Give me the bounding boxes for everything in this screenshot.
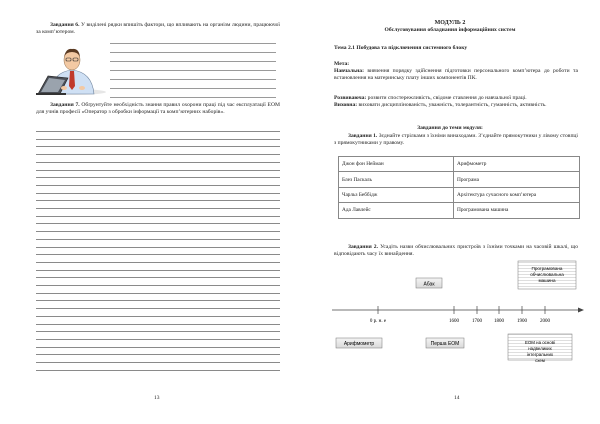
tasks-heading: Завдання до теми модуля: <box>417 125 483 131</box>
developing-label: Розвиваюча: <box>334 95 367 101</box>
answer-line[interactable] <box>36 362 280 363</box>
answer-line[interactable] <box>36 247 280 248</box>
developing-text: розвити спостережливість, свідоме ставлення до навчальної праці. <box>366 95 527 101</box>
answer-line[interactable] <box>36 185 280 186</box>
answer-line[interactable] <box>36 262 280 263</box>
inventor-cell[interactable]: Чарльз Беббідж <box>339 187 454 202</box>
answer-line[interactable] <box>36 193 280 194</box>
answer-line[interactable] <box>36 316 280 317</box>
timeline-arrow <box>578 308 584 313</box>
goal-label: Мета: <box>334 61 350 67</box>
table-row <box>339 157 580 172</box>
educational-goal <box>334 102 578 109</box>
first-computer-label: Перша ЕОМ <box>430 341 460 347</box>
answer-line[interactable] <box>36 200 280 201</box>
timeline-tick-label: 0 р. н. е <box>369 319 387 324</box>
answer-line[interactable] <box>36 170 280 171</box>
arithmometer-label: Арифмометр <box>343 341 375 347</box>
task2-label: Завдання 2. <box>348 244 378 250</box>
answer-line[interactable] <box>36 254 280 255</box>
task1-paragraph <box>334 133 578 146</box>
invention-cell[interactable]: Арифмометр <box>454 157 580 172</box>
page-number-right: 14 <box>454 395 460 401</box>
invention-cell[interactable]: Архітектура сучасного комп’ютера <box>454 187 580 202</box>
task7-paragraph <box>36 102 280 115</box>
computer-user-illustration <box>34 46 110 96</box>
task7-label: Завдання 7. <box>50 102 80 108</box>
answer-line[interactable] <box>36 231 280 232</box>
topic-heading: Тема 2.1 Побудова та підключення системного блоку <box>334 45 468 51</box>
answer-line[interactable] <box>36 293 280 294</box>
answer-line[interactable] <box>36 223 280 224</box>
timeline-tick-label: 1600 <box>449 319 459 324</box>
task1-label: Завдання 1. <box>348 133 378 139</box>
answer-line[interactable] <box>36 139 280 140</box>
invention-cell[interactable]: Програма <box>454 172 580 187</box>
invention-cell[interactable]: Програмована машина <box>454 203 580 218</box>
timeline-ticks <box>370 306 551 324</box>
timeline-tick-label: 2000 <box>540 319 550 324</box>
timeline-tick-label: 1900 <box>517 319 527 324</box>
answer-line[interactable] <box>36 131 280 132</box>
task6-label: Завдання 6. <box>50 22 80 28</box>
educational-text: виховати дисциплінованість, уважність, толерантність, гуманність, активність. <box>357 102 547 108</box>
answer-line[interactable] <box>36 177 280 178</box>
table-row <box>339 172 580 187</box>
answer-line[interactable] <box>36 277 280 278</box>
module-title: МОДУЛЬ 2 <box>434 20 466 26</box>
task7-text: Обґрунтуйте необхідність знання правил охорони праці під час експлуатації ЕОМ для учнів професії «Оператор з обробки інформації та комп’ютерних наборів». <box>36 102 280 115</box>
abacus-label: Абак <box>423 281 435 288</box>
task2-paragraph <box>334 244 578 257</box>
program-machine-label: Програмована обчислювальна машина <box>530 266 564 283</box>
answer-line[interactable] <box>36 146 280 147</box>
teaching-goal <box>334 68 578 81</box>
answer-line[interactable] <box>36 331 280 332</box>
page-number-left: 13 <box>154 395 160 401</box>
ic-computer-label: ЕОМ на основі надвеликих інтегральних схем <box>524 340 556 363</box>
inventor-cell[interactable]: Джон фон Нейман <box>339 157 454 172</box>
answer-line[interactable] <box>36 339 280 340</box>
answer-line[interactable] <box>36 239 280 240</box>
answer-line[interactable] <box>36 162 280 163</box>
answer-line[interactable] <box>36 285 280 286</box>
table-row <box>339 203 580 218</box>
timeline-tick-label: 1700 <box>472 319 482 324</box>
module-subtitle: Обслуговування обладнання інформаційних систем <box>384 27 516 33</box>
task2-text: Усадіть назви обчислювальних пристроїв з їхніми точками на часовій шкалі, що відповідають часу їх винайдення. <box>334 244 578 257</box>
answer-line[interactable] <box>36 154 280 155</box>
inventor-cell[interactable]: Ада Лавлейс <box>339 203 454 218</box>
educational-label: Виховна: <box>334 102 358 108</box>
table-row <box>339 187 580 202</box>
developing-goal <box>334 95 578 102</box>
answer-line[interactable] <box>36 354 280 355</box>
answer-line[interactable] <box>36 370 280 371</box>
teaching-text: вивчення порядку здійснення підготовки персонального комп’ютера до роботи та встановлення на материнську плату інших компонентів ПК. <box>334 68 578 81</box>
timeline-tick-label: 1800 <box>494 319 504 324</box>
inventors-table <box>338 156 580 219</box>
answer-line[interactable] <box>36 208 280 209</box>
timeline-diagram <box>328 258 586 368</box>
teaching-label: Навчальна: <box>334 68 364 74</box>
answer-line[interactable] <box>36 300 280 301</box>
inventor-cell[interactable]: Блез Паскаль <box>339 172 454 187</box>
task6-paragraph <box>36 22 280 35</box>
right-page <box>300 0 600 424</box>
answer-line[interactable] <box>36 324 280 325</box>
answer-line[interactable] <box>36 308 280 309</box>
answer-line[interactable] <box>36 270 280 271</box>
answer-line[interactable] <box>36 347 280 348</box>
task6-text: У виділені рядки впишіть фактори, що впливають на організм людини, працюючої за комп’ютером. <box>36 22 280 35</box>
answer-line[interactable] <box>36 216 280 217</box>
task1-text: Зєднайте стрілками з їхніми винаходами. З’єднайте прямокутники у лівому стовпці з прямокутниками у правому. <box>334 133 578 146</box>
